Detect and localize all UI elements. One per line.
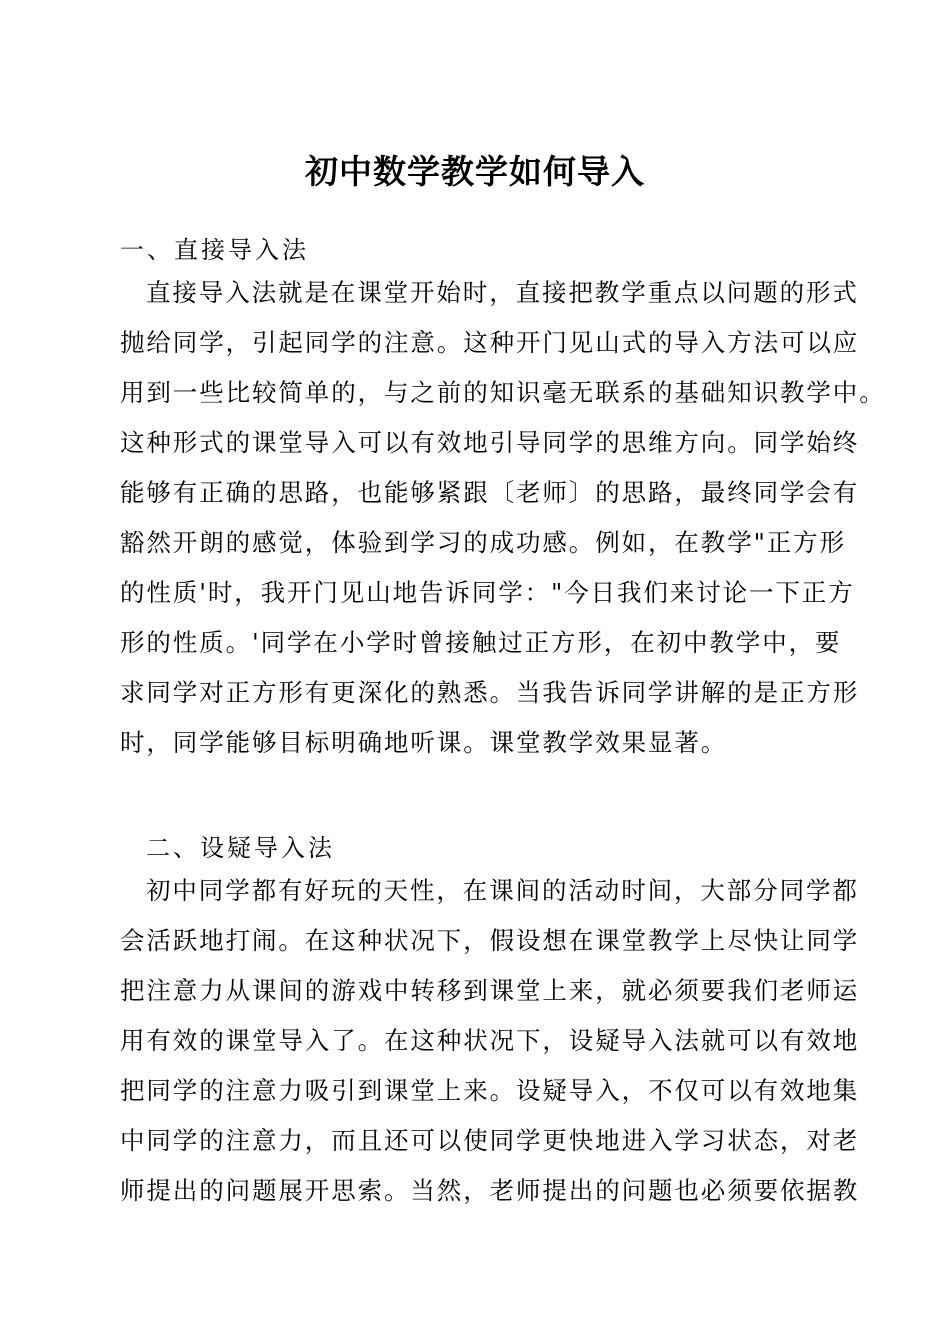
paragraph-line: 把同学的注意力吸引到课堂上来。设疑导入，不仅可以有效地集 bbox=[120, 1076, 860, 1105]
paragraph-line: 的性质'时，我开门见山地告诉同学："今日我们来讨论一下正方 bbox=[120, 578, 855, 607]
paragraph-line: 形的性质。'同学在小学时曾接触过正方形，在初中教学中，要 bbox=[120, 628, 842, 657]
paragraph-line: 用有效的课堂导入了。在这种状况下，设疑导入法就可以有效地 bbox=[120, 1026, 860, 1055]
paragraph-line: 初中同学都有好玩的天性，在课间的活动时间，大部分同学都 bbox=[146, 876, 859, 905]
section-heading-question: 二、设疑导入法 bbox=[146, 834, 335, 862]
paragraph-line: 把注意力从课间的游戏中转移到课堂上来，就必须要我们老师运 bbox=[120, 976, 860, 1005]
section-heading-direct: 一、直接导入法 bbox=[120, 236, 309, 264]
paragraph-line: 中同学的注意力，而且还可以使同学更快地进入学习状态，对老 bbox=[120, 1126, 860, 1155]
paragraph-line: 抛给同学，引起同学的注意。这种开门见山式的导入方法可以应 bbox=[120, 328, 860, 357]
paragraph-line: 求同学对正方形有更深化的熟悉。当我告诉同学讲解的是正方形 bbox=[120, 678, 860, 707]
paragraph-line: 会活跃地打闹。在这种状况下，假设想在课堂教学上尽快让同学 bbox=[120, 926, 860, 955]
document-title: 初中数学教学如何导入 bbox=[305, 152, 645, 191]
paragraph-line: 时，同学能够目标明确地听课。课堂教学效果显著。 bbox=[120, 728, 728, 757]
paragraph-line: 能够有正确的思路，也能够紧跟〔老师〕的思路，最终同学会有 bbox=[120, 478, 860, 507]
paragraph-line: 师提出的问题展开思索。当然，老师提出的问题也必须要依据教 bbox=[120, 1176, 860, 1205]
paragraph-line: 用到一些比较简单的，与之前的知识毫无联系的基础知识教学中。 bbox=[120, 378, 886, 407]
paragraph-line: 直接导入法就是在课堂开始时，直接把教学重点以问题的形式 bbox=[146, 278, 859, 307]
paragraph-line: 这种形式的课堂导入可以有效地引导同学的思维方向。同学始终 bbox=[120, 428, 860, 457]
paragraph-line: 豁然开朗的感觉，体验到学习的成功感。例如，在教学"正方形 bbox=[120, 528, 846, 557]
